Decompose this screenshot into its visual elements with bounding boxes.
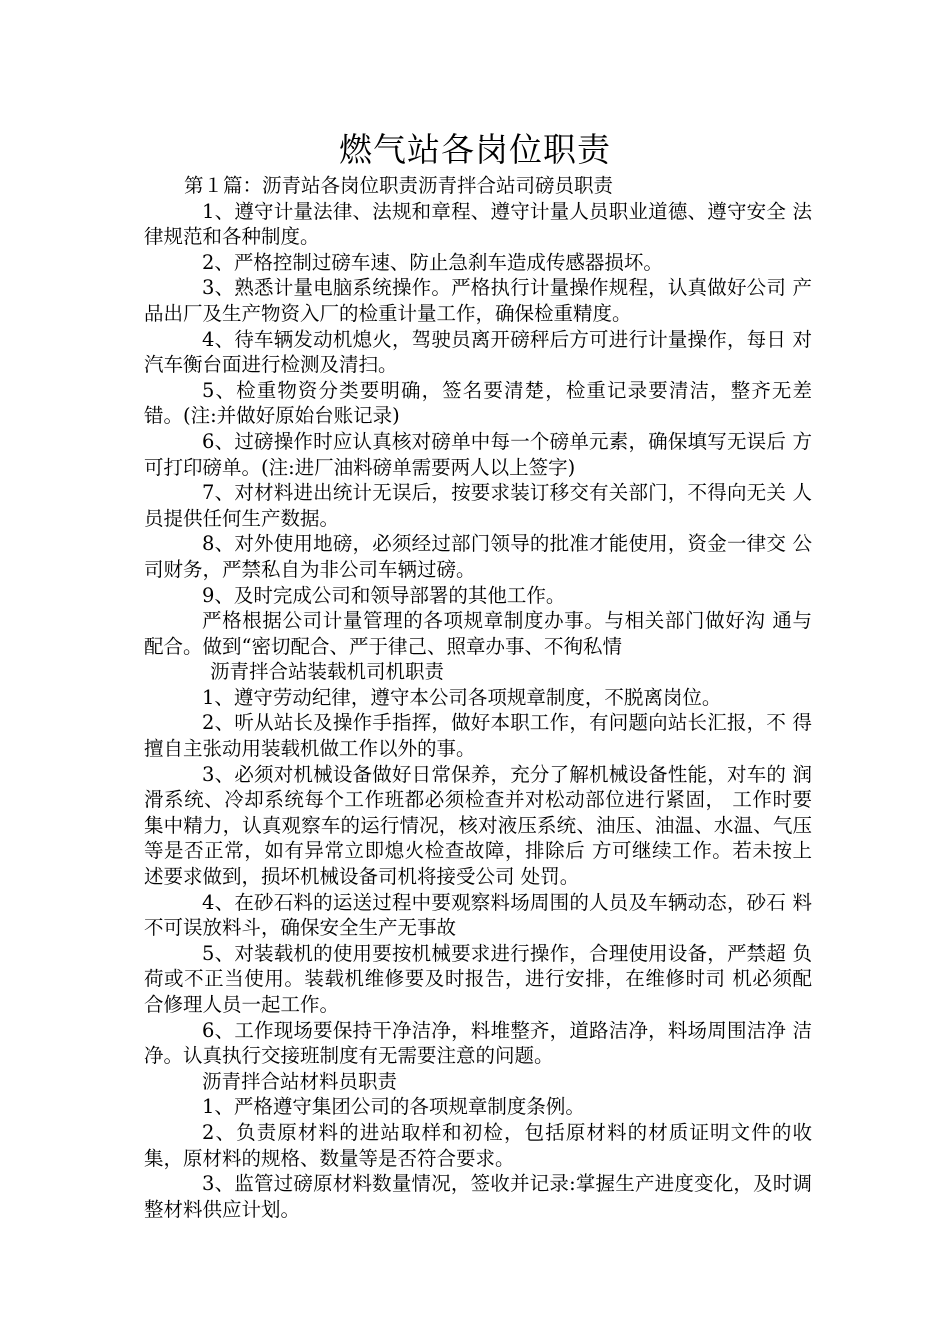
paragraph: 3、必须对机械设备做好日常保养，充分了解机械设备性能，对车的 润滑系统、冷却系统每个工作班都必须检查并对松动部位进行紧固， 工作时要集中精力，认真观察车的运行情况，核对液压系统、油压、油温、水温、气压等是否正常，如有异常立即熄火检查故障，排除后 方可继续工作。若未按上述要求做到，损坏机械设备司机将接受公司 处罚。 (144, 762, 812, 889)
section-heading: 沥青拌合站材料员职责 (202, 1069, 398, 1093)
paragraph: 8、对外使用地磅，必须经过部门领导的批准才能使用，资金一律交 公司财务，严禁私自为非公司车辆过磅。 (144, 532, 812, 581)
paragraph: 1、严格遵守集团公司的各项规章制度条例。 (202, 1095, 585, 1119)
document-body (144, 173, 812, 1222)
paragraph: 4、在砂石料的运送过程中要观察料场周围的人员及车辆动态，砂石 料不可误放料斗，确保安全生产无事故 (144, 890, 812, 940)
paragraph: 3、监管过磅原材料数量情况，签收并记录:掌握生产进度变化，及时调整材料供应计划。 (144, 1172, 812, 1221)
paragraph: 3、熟悉计量电脑系统操作。严格执行计量操作规程，认真做好公司 产品出厂及生产物资入厂的检重计量工作，确保检重精度。 (144, 276, 812, 325)
paragraph: 6、工作现场要保持干净洁净，料堆整齐，道路洁净，料场周围洁净 洁净。认真执行交接班制度有无需要注意的问题。 (144, 1018, 812, 1068)
document-title: 燃气站各岗位职责 (339, 130, 611, 169)
chapter-heading: 第１篇：沥青站各岗位职责沥青拌合站司磅员职责 (184, 174, 614, 197)
paragraph: 1、遵守计量法律、法规和章程、遵守计量人员职业道德、遵守安全 法律规范和各种制度。 (144, 199, 812, 249)
paragraph: 5、检重物资分类要明确，签名要清楚，检重记录要清洁，整齐无差 错。(注:并做好原始台账记录) (144, 378, 812, 428)
paragraph: 严格根据公司计量管理的各项规章制度办事。与相关部门做好沟 通与配合。做到“密切配合、严于律己、照章办事、不徇私情 (144, 609, 812, 658)
paragraph: 2、严格控制过磅车速、防止急刹车造成传感器损坏。 (202, 250, 663, 274)
paragraph: 4、待车辆发动机熄火，驾驶员离开磅秤后方可进行计量操作，每日 对汽车衡台面进行检测及清扫。 (144, 327, 812, 377)
paragraph: 2、负责原材料的进站取样和初检，包括原材料的材质证明文件的收集，原材料的规格、数量等是否符合要求。 (144, 1120, 812, 1170)
paragraph: 7、对材料进出统计无误后，按要求装订移交有关部门，不得向无关 人员提供任何生产数据。 (144, 481, 812, 530)
paragraph: 9、及时完成公司和领导部署的其他工作。 (202, 583, 566, 607)
paragraph: 5、对装载机的使用要按机械要求进行操作，合理使用设备，严禁超 负荷或不正当使用。装载机维修要及时报告，进行安排，在维修时司 机必须配合修理人员一起工作。 (144, 941, 812, 1016)
paragraph: 6、过磅操作时应认真核对磅单中每一个磅单元素，确保填写无误后 方可打印磅单。(注:进厂油料磅单需要两人以上签字) (144, 429, 812, 479)
paragraph: 1、遵守劳动纪律，遵守本公司各项规章制度，不脱离岗位。 (202, 685, 722, 709)
paragraph: 2、听从站长及操作手指挥，做好本职工作，有问题向站长汇报，不 得擅自主张动用装载机做工作以外的事。 (144, 711, 812, 761)
section-heading: 沥青拌合站装载机司机职责 (210, 660, 445, 684)
